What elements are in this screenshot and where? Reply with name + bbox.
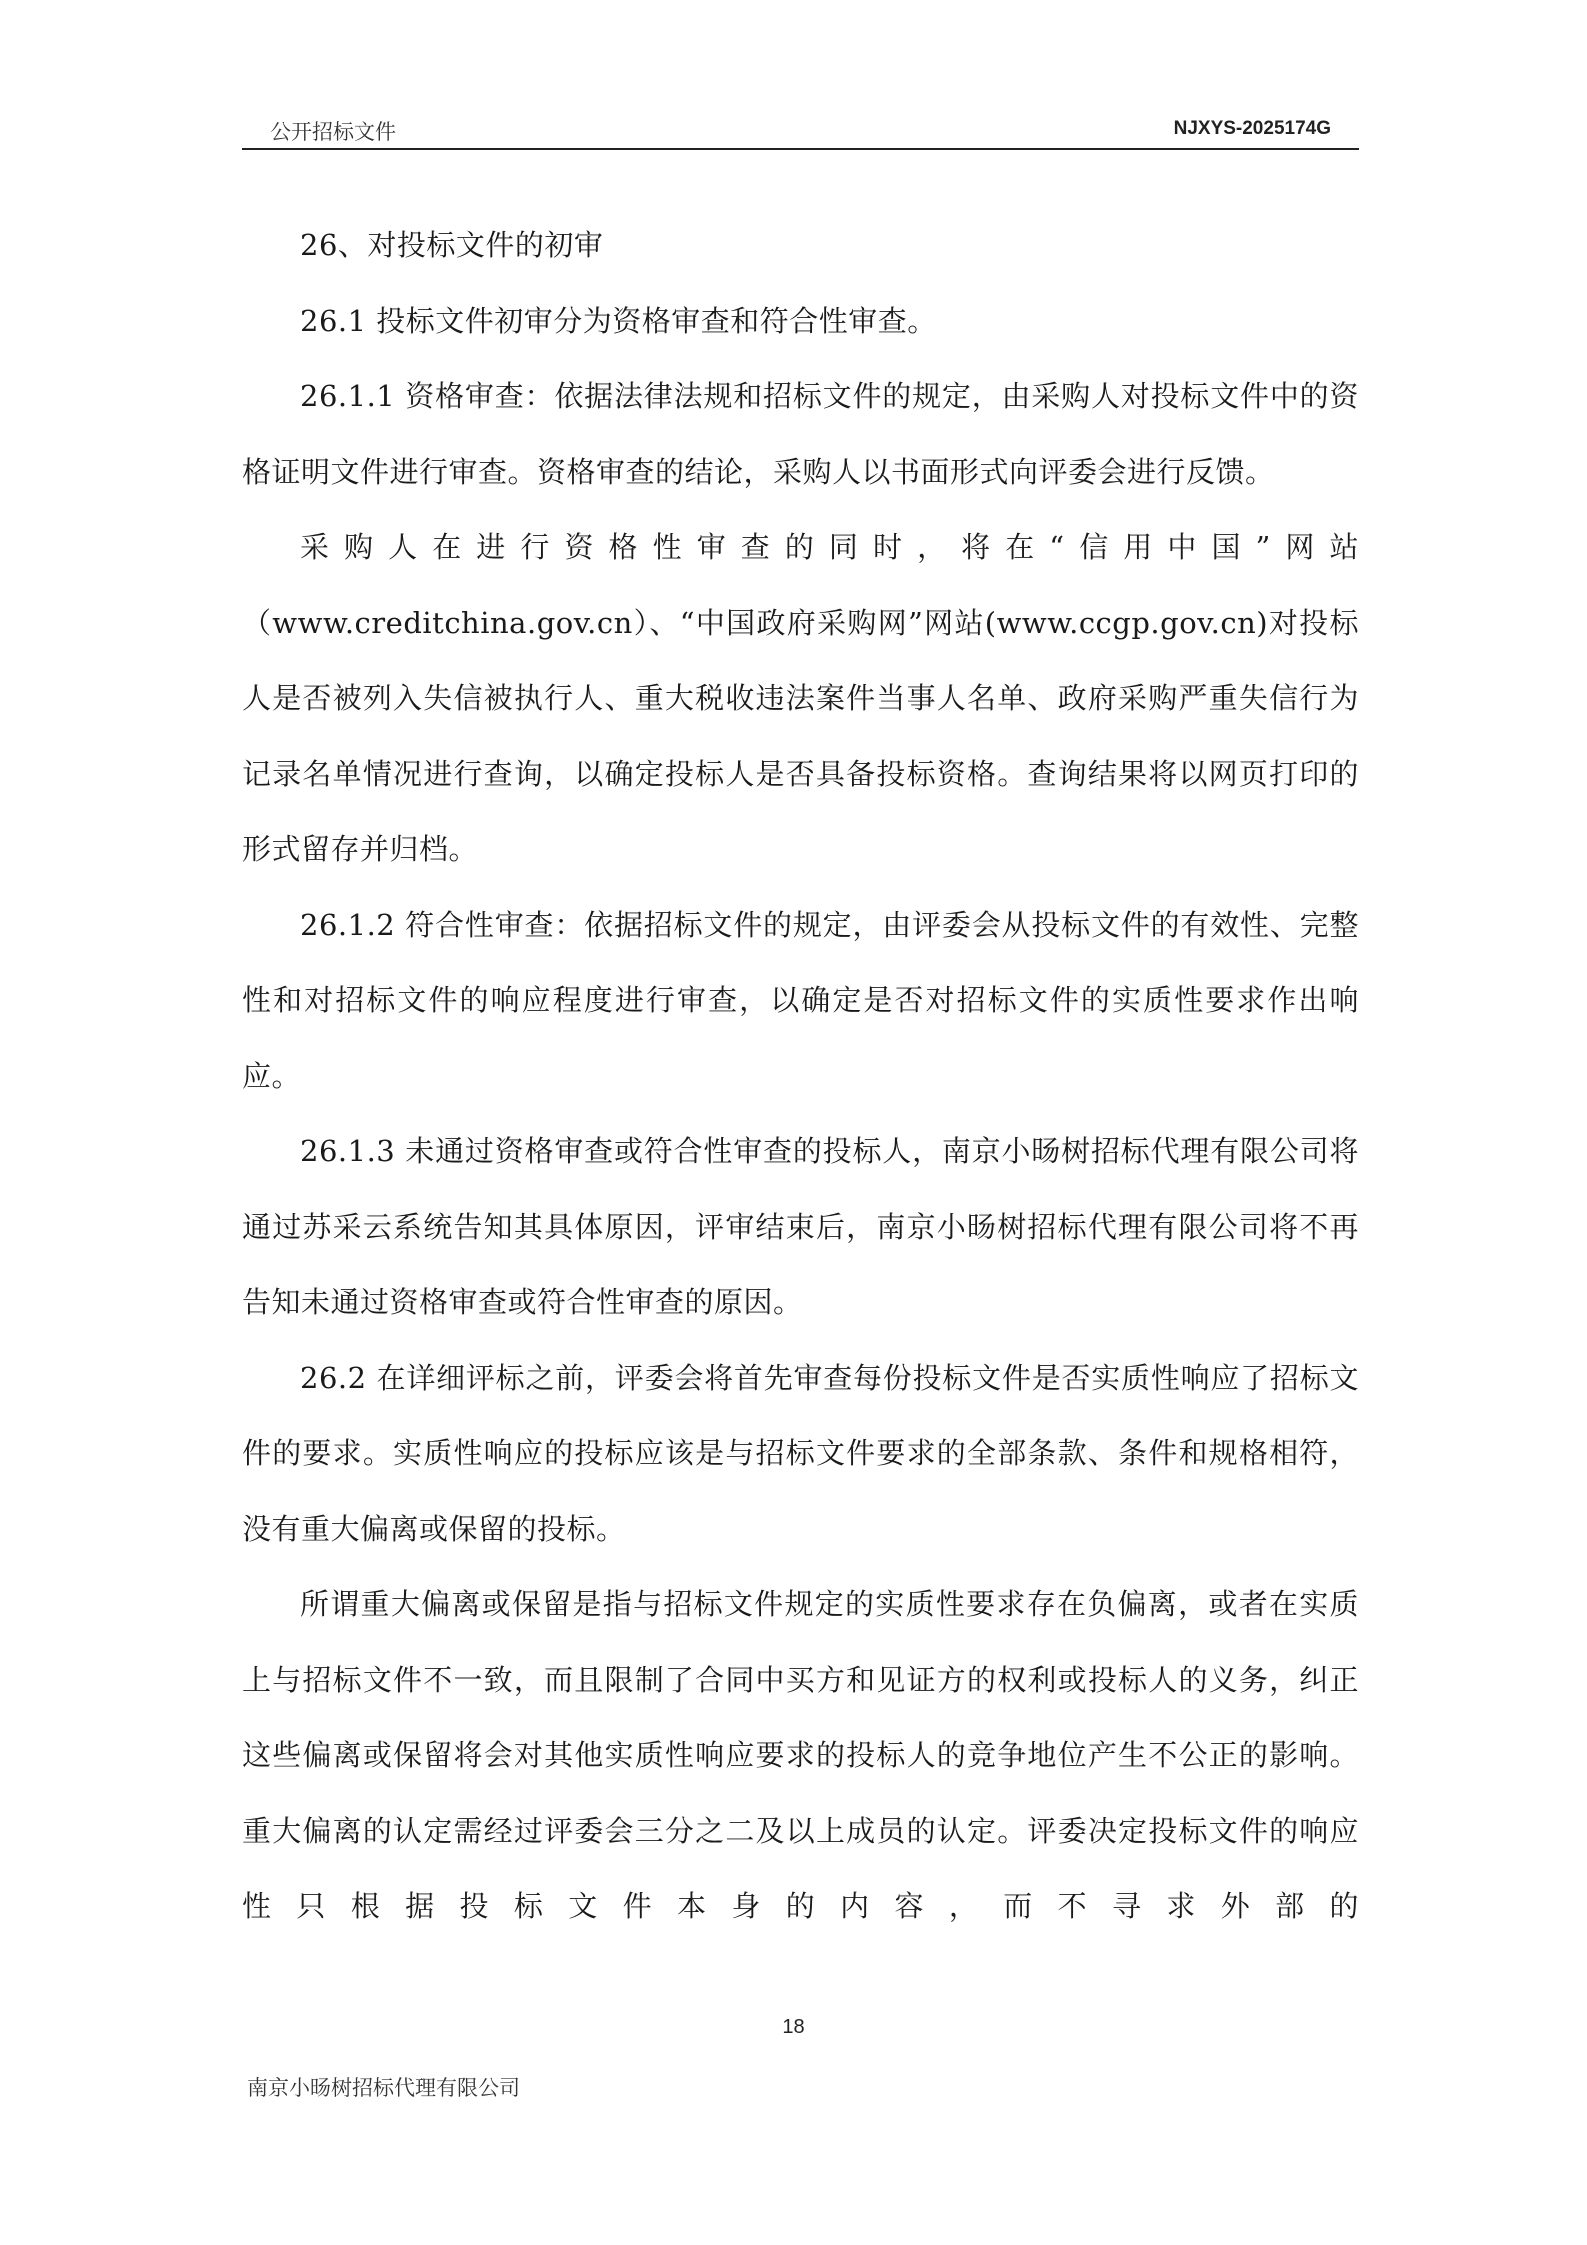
paragraph-credit-check: 采购人在进行资格性审查的同时，将在“信用中国”网站（www.creditchina.gov.cn）、“中国政府采购网”网站(www.ccgp.gov.cn)对投标人是否被列入失信被执行人、重大税收违法案件当事人名单、政府采购严重失信行为记录名单情况进行查询，以确定投标人是否具备投标资格。查询结果将以网页打印的形式留存并归档。 [242,530,1359,866]
paragraph-26-1-3: 26.1.3 未通过资格审查或符合性审查的投标人，南京小旸树招标代理有限公司将通过苏采云系统告知其具体原因，评审结束后，南京小旸树招标代理有限公司将不再告知未通过资格审查或符合性审查的原因。 [242,1134,1359,1319]
page-header [242,112,1359,150]
section-heading-26: 26、对投标文件的初审 [300,228,604,262]
paragraph-26-2: 26.2 在详细评标之前，评委会将首先审查每份投标文件是否实质性响应了招标文件的要求。实质性响应的投标应该是与招标文件要求的全部条款、条件和规格相符，没有重大偏离或保留的投标。 [242,1360,1359,1546]
header-doc-type: 公开招标文件 [270,120,396,144]
paragraph-major-deviation: 所谓重大偏离或保留是指与招标文件规定的实质性要求存在负偏离，或者在实质上与招标文件不一致，而且限制了合同中买方和见证方的权利或投标人的义务，纠正这些偏离或保留将会对其他实质性响应要求的投标人的竞争地位产生不公正的影响。重大偏离的认定需经过评委会三分之二及以上成员的认定。评委决定投标文件的响应性只根据投标文件本身的内容，而不寻求外部的 [242,1587,1359,1923]
paragraph-26-1: 26.1 投标文件初审分为资格审查和符合性审查。 [300,303,937,338]
paragraph-26-1-1: 26.1.1 资格审查：依据法律法规和招标文件的规定，由采购人对投标文件中的资格证明文件进行审查。资格审查的结论，采购人以书面形式向评委会进行反馈。 [242,379,1359,489]
header-doc-number: NJXYS-2025174G [1173,118,1331,139]
page-number: 18 [782,2016,805,2038]
document-body [242,208,1359,1945]
footer-company: 南京小旸树招标代理有限公司 [247,2076,520,2100]
paragraph-26-1-2: 26.1.2 符合性审查：依据招标文件的规定，由评委会从投标文件的有效性、完整性和对招标文件的响应程度进行审查，以确定是否对招标文件的实质性要求作出响应。 [242,907,1359,1093]
